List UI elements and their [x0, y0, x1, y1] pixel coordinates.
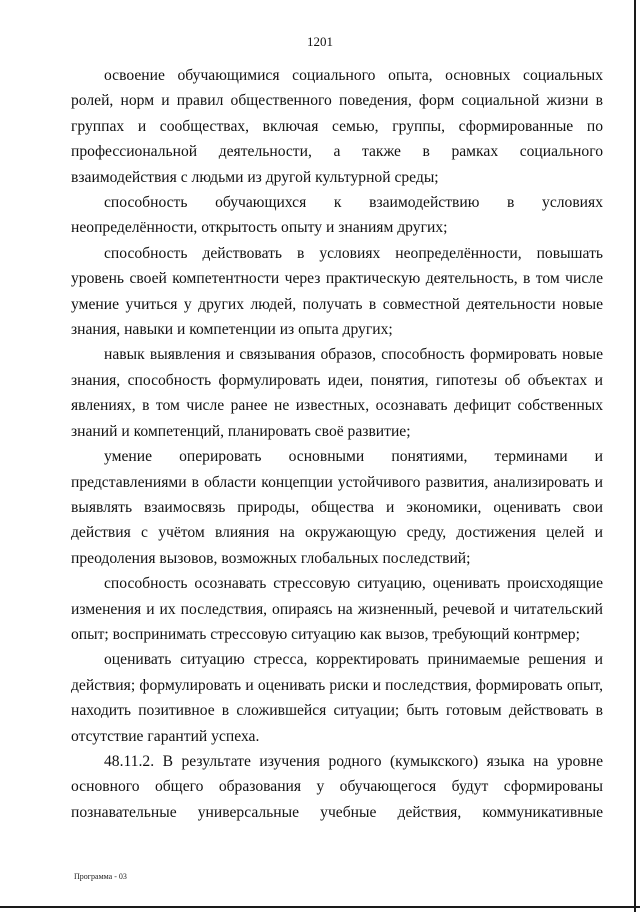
- paragraph-sustainable-development: умение оперировать основными понятиями, терминами и представлениями в области концепции устойчивого развития, анализировать и выявлять взаимосвязь природы, общества и экономики, оценивать свои действия с учётом влияния на окружающую среду, достижения целей и преодоления вызовов, возможных глобальных последствий;: [71, 448, 603, 567]
- paragraph-interaction-uncertainty: способность обучающихся к взаимодействию в условиях неопределённости, открытость опыту и знаниям других;: [71, 194, 603, 237]
- body-text: [71, 63, 603, 825]
- scan-edge-bottom: [0, 906, 640, 908]
- paragraph-stress-awareness: способность осознавать стрессовую ситуацию, оценивать происходящие изменения и их последствия, опираясь на жизненный, речевой и читательский опыт; воспринимать стрессовую ситуацию как вызов, требующий контрмер;: [71, 575, 603, 643]
- page-number: 1201: [307, 34, 333, 49]
- paragraph-act-uncertainty: способность действовать в условиях неопределённости, повышать уровень своей компетентности через практическую деятельность, в том числе умение учиться у других людей, получать в совместной деятельности новые знания, навыки и компетенции из опыта других;: [71, 244, 603, 339]
- paragraph-image-skills: навык выявления и связывания образов, способность формировать новые знания, способность формулировать идеи, понятия, гипотезы об объектах и явлениях, в том числе ранее не известных, осознавать дефицит собственных знаний и компетенций, планировать своё развитие;: [71, 346, 603, 440]
- footer-program-label: Программа - 03: [74, 872, 127, 881]
- paragraph-section-48-11-2: 48.11.2. В результате изучения родного (кумыкского) языка на уровне основного общего образования у обучающегося будут сформированы познавательные универсальные учебные действия, коммуникативные: [71, 752, 603, 821]
- paragraph-stress-evaluation: оценивать ситуацию стресса, корректировать принимаемые решения и действия; формулировать и оценивать риски и последствия, формировать опыт, находить позитивное в сложившейся ситуации; быть готовым действовать в отсутствие гарантий успеха.: [71, 651, 603, 745]
- scan-edge-right: [634, 0, 636, 912]
- paragraph-social-experience: освоение обучающимися социального опыта, основных социальных ролей, норм и правил общественного поведения, форм социальной жизни в группах и сообществах, включая семью, группы, сформированные по профессиональной деятельности, а также в рамках социального взаимодействия с людьми из другой культурной среды;: [71, 67, 603, 186]
